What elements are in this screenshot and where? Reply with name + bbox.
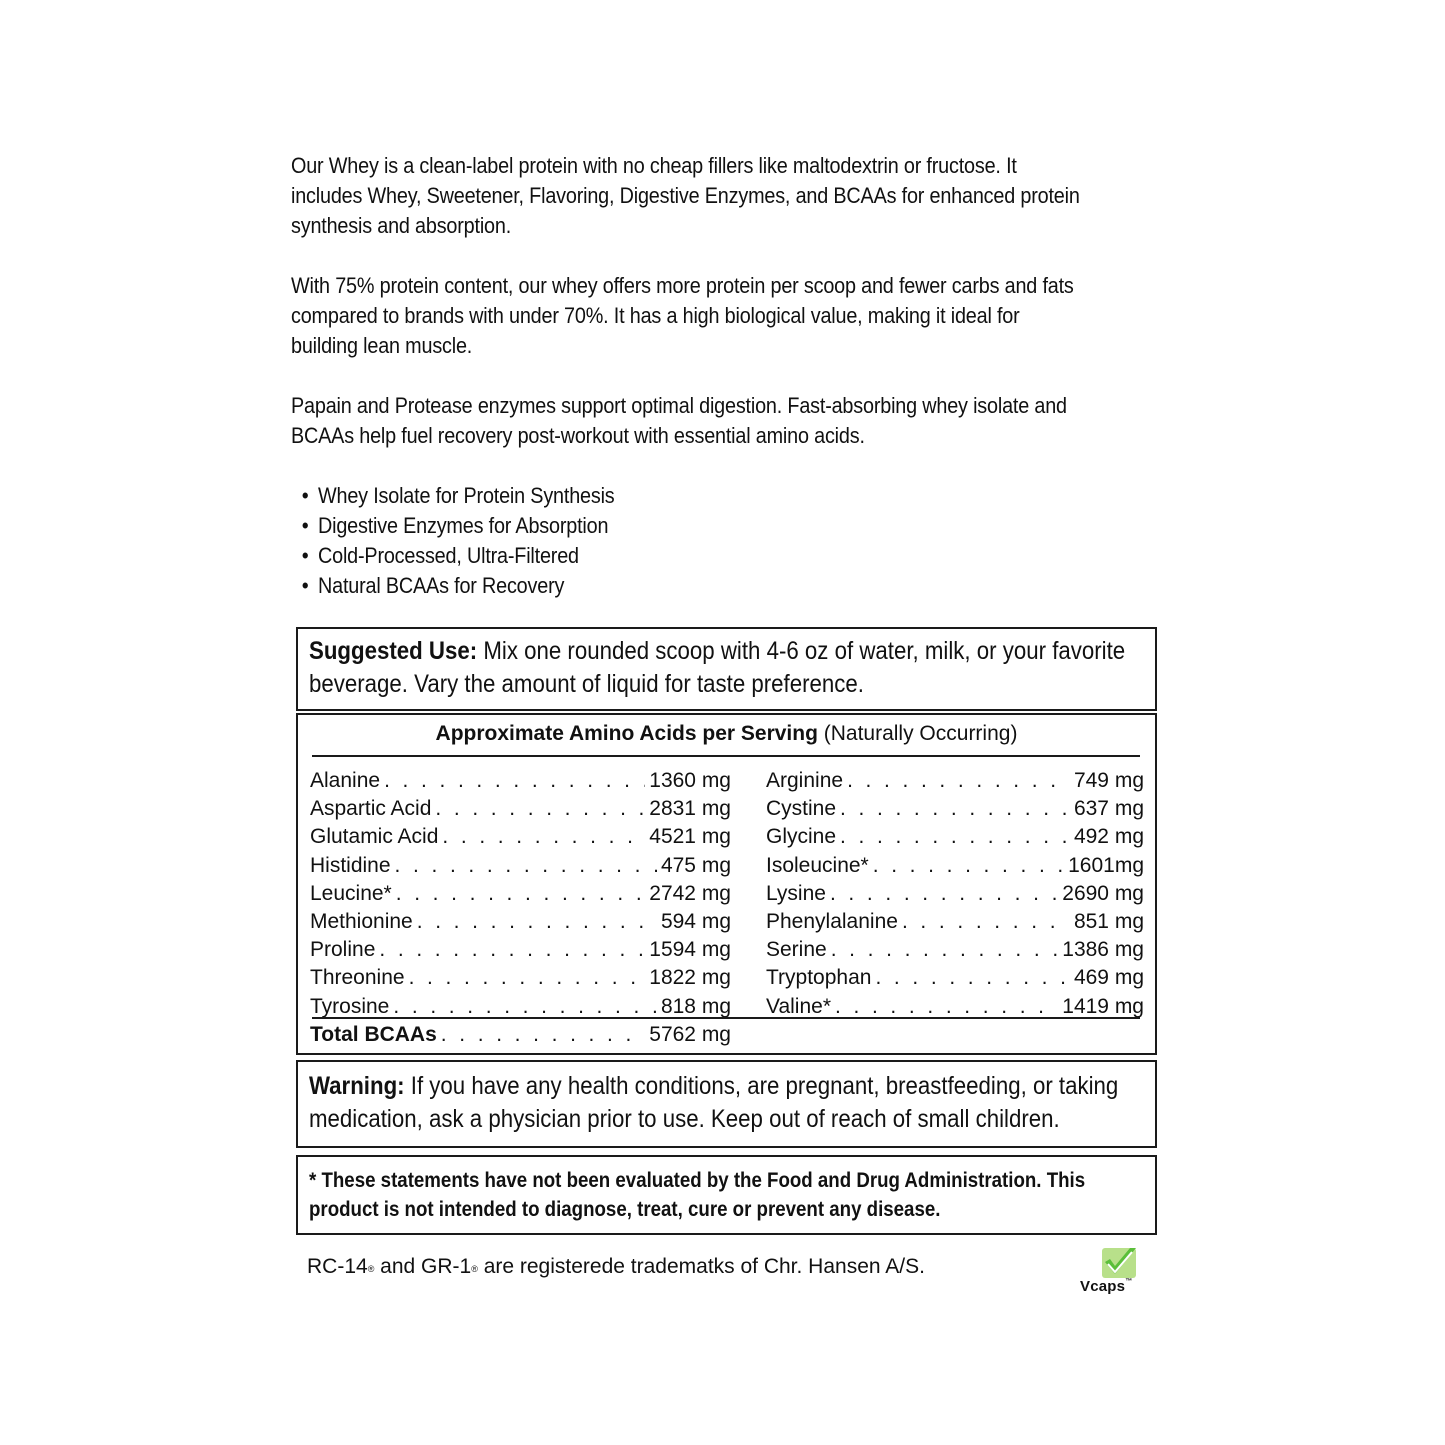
leader-dots: [409, 964, 646, 992]
amino-acid-table: [296, 713, 1157, 1055]
suggested-use-box: [296, 627, 1157, 711]
intro-paragraph-2: With 75% protein content, our whey offers more protein per scoop and fewer carbs and fats compared to brands with under 70%. It has a high biological value, making it ideal for building lean muscle.: [291, 273, 1074, 358]
product-description: [291, 151, 1083, 601]
amino-acid-amount: 749 mg: [1073, 769, 1144, 792]
amino-column-left: [310, 767, 731, 1021]
amino-acid-name: Tryptophan: [766, 966, 872, 990]
fda-disclaimer-box: [296, 1155, 1157, 1235]
trademark-part-1: RC-14: [307, 1255, 368, 1278]
amino-acid-row: [766, 795, 1144, 823]
amino-acid-amount: 1822 mg: [649, 966, 731, 990]
warning-text: [309, 1070, 1141, 1136]
amino-acid-row: [766, 880, 1144, 908]
amino-acid-row: [766, 936, 1144, 964]
leader-dots: [875, 964, 1070, 992]
amino-acid-name: Cystine: [766, 797, 837, 821]
benefit-item: • Natural BCAAs for Recovery: [302, 571, 1083, 601]
total-bcaas-label: Total BCAAs: [310, 1023, 437, 1046]
leader-dots: [379, 936, 645, 964]
leader-dots: [873, 852, 1064, 880]
amino-acid-amount: 818 mg: [660, 994, 731, 1018]
leader-dots: [847, 767, 1070, 795]
amino-acid-amount: 2742 mg: [649, 881, 731, 905]
suggested-use-label: Suggested Use:: [309, 637, 478, 665]
amino-acid-row: [310, 852, 731, 880]
amino-acid-name: Proline: [310, 938, 376, 962]
leader-dots: [395, 852, 657, 880]
trademark-part-2: and GR-1: [374, 1255, 472, 1278]
amino-acid-name: Phenylalanine: [766, 909, 898, 933]
registered-mark: ®: [367, 1264, 375, 1274]
amino-acid-amount: 4521 mg: [649, 825, 731, 849]
amino-acid-amount: 1419 mg: [1062, 994, 1144, 1018]
leader-dots: [435, 795, 645, 823]
leader-dots: [840, 795, 1070, 823]
amino-table-title-note: (Naturally Occurring): [817, 722, 1018, 745]
amino-table-title-bold: Approximate Amino Acids per Serving: [435, 722, 818, 745]
amino-acid-amount: 637 mg: [1073, 797, 1144, 821]
registered-mark: ®: [471, 1264, 478, 1274]
suggested-use-text: [309, 635, 1141, 701]
amino-acid-amount: 2690 mg: [1062, 881, 1144, 905]
amino-acid-row: [310, 767, 731, 795]
trademark-symbol: ™: [1125, 1278, 1133, 1285]
warning-box: [296, 1060, 1157, 1148]
amino-acid-row: [310, 795, 731, 823]
leader-dots: [840, 823, 1070, 851]
benefit-item: • Whey Isolate for Protein Synthesis: [302, 481, 1083, 511]
amino-acid-name: Tyrosine: [310, 994, 390, 1018]
amino-acid-row: [310, 936, 731, 964]
amino-acid-name: Methionine: [310, 909, 413, 933]
benefit-item: • Cold-Processed, Ultra-Filtered: [302, 541, 1083, 571]
amino-acid-row: [310, 823, 731, 851]
trademark-notice: [307, 1253, 925, 1281]
trademark-part-3: are registerede tradematks of Chr. Hansen A/S.: [477, 1255, 925, 1278]
amino-acid-amount: 1594 mg: [649, 938, 731, 962]
amino-acid-name: Serine: [766, 938, 827, 962]
amino-acid-name: Glycine: [766, 825, 837, 849]
amino-acid-amount: 2831 mg: [649, 797, 731, 821]
leader-dots: [396, 880, 646, 908]
warning-label: Warning:: [309, 1072, 405, 1100]
intro-paragraph-1: Our Whey is a clean-label protein with no cheap fillers like maltodextrin or fructose. It includes Whey, Sweetener, Flavoring, Digestive Enzymes, and BCAAs for enhanced protein synthesis and absorption.: [291, 153, 1080, 238]
amino-acid-row: [310, 908, 731, 936]
amino-acid-name: Valine*: [766, 994, 831, 1018]
amino-acid-row: [766, 852, 1144, 880]
amino-acid-name: Lysine: [766, 881, 826, 905]
amino-acid-amount: 469 mg: [1073, 966, 1144, 990]
amino-column-right: [766, 767, 1144, 1021]
benefit-list: [291, 481, 1083, 601]
leader-dots: [442, 823, 645, 851]
vcaps-logo-text: [1080, 1278, 1132, 1295]
leader-dots: [830, 880, 1058, 908]
amino-acid-row: [766, 908, 1144, 936]
warning-body: If you have any health conditions, are pregnant, breastfeeding, or taking medication, ask a physician prior to use. Keep out of reach of small children.: [309, 1072, 1119, 1133]
amino-acid-amount: 475 mg: [660, 853, 731, 877]
amino-table-title: [298, 720, 1155, 748]
total-bcaas-row: [310, 1021, 731, 1049]
leader-dots: [384, 767, 645, 795]
amino-acid-row: [766, 823, 1144, 851]
amino-acid-name: Isoleucine*: [766, 853, 869, 877]
amino-total-rule: [312, 1017, 1140, 1019]
amino-acid-row: [766, 964, 1144, 992]
amino-acid-name: Alanine: [310, 769, 381, 792]
amino-acid-name: Aspartic Acid: [310, 797, 432, 821]
amino-acid-amount: 594 mg: [660, 909, 731, 933]
amino-acid-amount: 492 mg: [1073, 825, 1144, 849]
amino-acid-amount: 1386 mg: [1062, 938, 1144, 962]
amino-acid-row: [310, 964, 731, 992]
intro-paragraph-3: Papain and Protease enzymes support optimal digestion. Fast-absorbing whey isolate and BCAAs help fuel recovery post-workout with essential amino acids.: [291, 393, 1067, 448]
amino-acid-name: Leucine*: [310, 881, 392, 905]
amino-acid-name: Histidine: [310, 853, 391, 877]
leader-dots: [417, 908, 657, 936]
amino-acid-amount: 1601mg: [1068, 853, 1144, 877]
leader-dots: [831, 936, 1059, 964]
amino-acid-amount: 851 mg: [1073, 909, 1144, 933]
amino-acid-name: Threonine: [310, 966, 405, 990]
amino-acid-name: Arginine: [766, 769, 844, 792]
benefit-item: • Digestive Enzymes for Absorption: [302, 511, 1083, 541]
amino-acid-name: Glutamic Acid: [310, 825, 439, 849]
suggested-use-body: Mix one rounded scoop with 4-6 oz of water, milk, or your favorite beverage. Vary the amount of liquid for taste preference.: [309, 637, 1126, 698]
fda-disclaimer-text: * These statements have not been evaluated by the Food and Drug Administration. This product is not intended to diagnose, treat, cure or prevent any disease.: [309, 1169, 1086, 1221]
amino-acid-row: [766, 767, 1144, 795]
leader-dots: [441, 1021, 645, 1049]
leader-dots: [902, 908, 1070, 936]
amino-header-rule: [312, 755, 1140, 757]
total-bcaas-amount: 5762 mg: [649, 1023, 731, 1046]
amino-acid-amount: 1360 mg: [649, 769, 731, 792]
amino-acid-row: [310, 880, 731, 908]
vcaps-brand: Vcaps: [1080, 1278, 1126, 1295]
